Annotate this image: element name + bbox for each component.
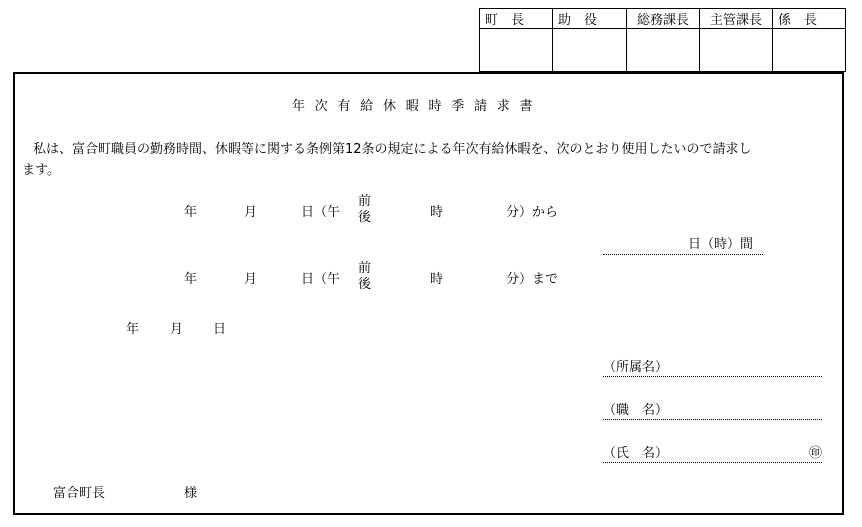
duration-label: 日（時）間 (687, 237, 753, 252)
stamp-box-mayor[interactable] (480, 29, 553, 72)
from-day-label: 日（午 (301, 205, 341, 220)
approval-stamp-table (479, 8, 846, 72)
stamp-box-general-affairs[interactable] (627, 29, 700, 72)
to-minute-label: 分）まで (506, 272, 559, 287)
name-field[interactable] (603, 447, 822, 463)
from-pm-label: 後 (358, 210, 372, 225)
to-month-label: 月 (244, 272, 258, 287)
to-day-label: 日（午 (301, 272, 341, 287)
affiliation-field[interactable] (603, 361, 822, 377)
to-am-label: 前 (358, 261, 372, 276)
date-month-label: 月 (170, 322, 184, 337)
to-am-pm-selector[interactable] (358, 261, 371, 293)
duration-field[interactable] (603, 238, 763, 255)
name-label: （氏 名） (603, 446, 669, 461)
affiliation-label: （所属名） (603, 360, 669, 375)
position-field[interactable] (603, 404, 822, 420)
from-am-pm-selector[interactable] (358, 194, 371, 226)
approval-header-mayor: 町 長 (480, 9, 553, 29)
from-month-label: 月 (244, 205, 258, 220)
body-text-line1: 私は、富合町職員の勤務時間、休暇等に関する条例第12条の規定による年次有給休暇を、次のとおり使用したいので請求し (20, 142, 752, 157)
position-label: （職 名） (603, 403, 669, 418)
approval-header-chief: 係 長 (773, 9, 846, 29)
stamp-box-supervising[interactable] (700, 29, 773, 72)
date-day-label: 日 (213, 322, 227, 337)
form-title: 年次有給休暇時季請求書 (292, 99, 543, 114)
honorific-label: 様 (184, 486, 198, 501)
stamp-box-deputy[interactable] (553, 29, 627, 72)
approval-header-supervising: 主管課長 (700, 9, 773, 29)
stamp-box-chief[interactable] (773, 29, 846, 72)
from-minute-label: 分）から (506, 205, 559, 220)
addressee-label: 富合町長 (53, 486, 106, 501)
to-pm-label: 後 (358, 277, 372, 292)
from-hour-label: 時 (430, 205, 444, 220)
to-year-label: 年 (184, 272, 198, 287)
date-year-label: 年 (126, 322, 140, 337)
to-hour-label: 時 (430, 272, 444, 287)
approval-header-general-affairs: 総務課長 (627, 9, 700, 29)
seal-mark: ㊞ (808, 446, 822, 461)
approval-header-deputy: 助 役 (553, 9, 627, 29)
from-year-label: 年 (184, 205, 198, 220)
from-am-label: 前 (358, 194, 372, 209)
body-text-line2: ます。 (22, 163, 60, 178)
